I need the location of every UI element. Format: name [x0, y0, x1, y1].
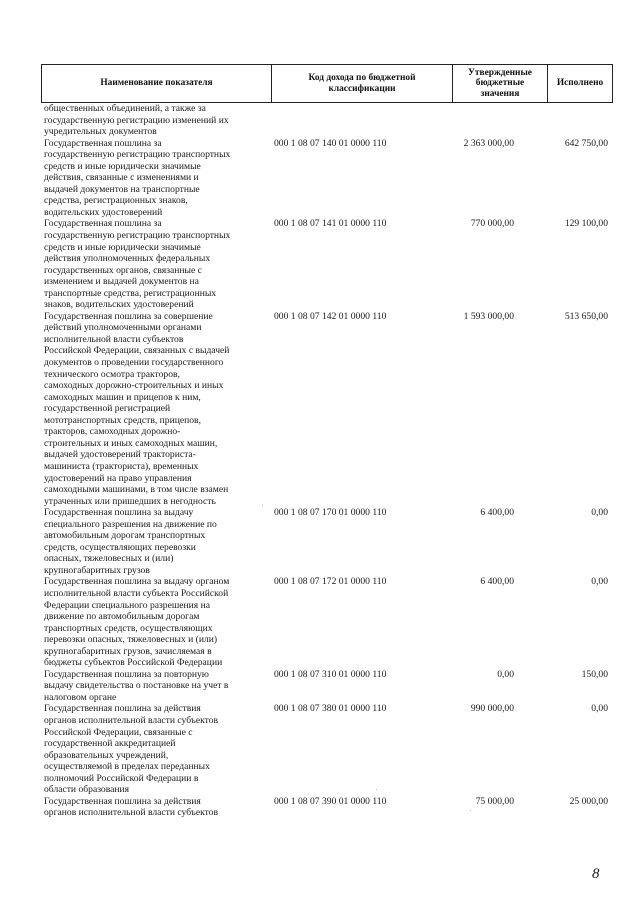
row-code: 000 1 08 07 141 01 0000 110 — [274, 218, 387, 230]
row-approved: 2 363 000,00 — [463, 137, 514, 149]
row-code: 000 1 08 07 142 01 0000 110 — [274, 310, 387, 322]
row-name: Государственная пошлина за повторную выдачу свидетельства о постановке на учет в налоговом органе — [44, 668, 229, 703]
table-row — [44, 576, 612, 668]
row-approved: 6 400,00 — [480, 576, 514, 588]
row-code: 000 1 08 07 140 01 0000 110 — [274, 137, 387, 149]
row-approved: 990 000,00 — [470, 703, 514, 715]
row-approved: 6 400,00 — [480, 507, 514, 519]
table-row — [44, 311, 612, 507]
row-name: общественных объединений, а также за государственную регистрацию изменений их учредительных документов — [44, 103, 229, 138]
row-name: Государственная пошлина за действия органов исполнительной власти субъектов — [44, 795, 218, 819]
row-executed: 0,00 — [591, 507, 608, 519]
table-row-continuation — [44, 103, 612, 138]
page-number-mark: 8 — [592, 866, 600, 882]
row-executed: 25 000,00 — [569, 795, 608, 807]
row-executed: 129 100,00 — [564, 218, 608, 230]
row-name: Государственная пошлина за выдачу специального разрешения на движение по автомобильным дорогам транспортных средств, осуществляющих перевозки опасных, тяжеловесных и (или) крупногабаритных грузов — [44, 507, 217, 576]
scan-speck — [262, 505, 263, 506]
row-approved: 770 000,00 — [470, 218, 514, 230]
row-name: Государственная пошлина за совершение действий уполномоченными органами исполнительной власти субъектов Российской Федерации, связанных с выдачей документов о проведении государственного технического осмотра тракторов, самоходных дорожно-строительных и иных самоходных машин и прицепов к ним, государственной регистрацией мототранспортных средств, прицепов, тракторов, самоходных дорожно- строительных и иных самоходных машин, выдачей удостоверений тракториста- машиниста (тракториста), временных удостоверений на право управления самоходными машинами, в том числе взамен утраченных или пришедших в негодность — [44, 310, 230, 507]
row-name: Государственная пошлина за государственную регистрацию транспортных средств и иные юридически значимые действия, связанные с изменениями и выдачей документов на транспортные средства, регистрационных знаков, водительских удостоверений — [44, 137, 231, 218]
row-executed: 642 750,00 — [564, 137, 608, 149]
table-row — [44, 138, 612, 219]
row-name: Государственная пошлина за выдачу органом исполнительной власти субъекта Российской Федерации специального разрешения на движение по автомобильным дорогам транспортных средств, осуществляющих перевозки опасных, тяжеловесных и (или) крупногабаритных грузов, зачисляемая в бюджеты субъектов Российской Федерации — [44, 576, 230, 669]
row-code: 000 1 08 07 172 01 0000 110 — [274, 576, 387, 588]
row-executed: 513 650,00 — [564, 310, 608, 322]
row-approved: 75 000,00 — [475, 795, 514, 807]
table-header — [41, 64, 613, 103]
row-executed: 150,00 — [581, 668, 608, 680]
table-row — [44, 507, 612, 576]
row-code: 000 1 08 07 310 01 0000 110 — [274, 668, 387, 680]
scan-speck — [470, 810, 471, 811]
row-name: Государственная пошлина за государственную регистрацию транспортных средств и иные юридически значимые действия уполномоченных федеральных государственных органов, связанные с изменением и выдачей документов на транспортные средства, регистрационных знаков, водительских удостоверений — [44, 218, 231, 311]
header-name: Наименование показателя — [42, 65, 272, 103]
row-approved: 0,00 — [497, 668, 514, 680]
table-body — [44, 103, 612, 819]
table-row — [44, 703, 612, 795]
header-executed: Исполнено — [548, 65, 613, 103]
scan-speck — [376, 789, 377, 790]
header-approved: Утвержденные бюджетные значения — [453, 65, 548, 103]
table-row — [44, 669, 612, 704]
row-approved: 1 593 000,00 — [463, 310, 514, 322]
row-executed: 0,00 — [591, 703, 608, 715]
row-executed: 0,00 — [591, 576, 608, 588]
row-code: 000 1 08 07 170 01 0000 110 — [274, 507, 387, 519]
row-code: 000 1 08 07 380 01 0000 110 — [274, 703, 387, 715]
table-row — [44, 796, 612, 819]
row-code: 000 1 08 07 390 01 0000 110 — [274, 795, 387, 807]
row-name: Государственная пошлина за действия органов исполнительной власти субъектов Российской Федерации, связанные с государственной аккредитацией образовательных учреждений, осуществляемой в пределах переданных полномочий Российской Федерации в области образования — [44, 703, 218, 796]
table-row — [44, 218, 612, 310]
header-code: Код дохода по бюджетной классификации — [272, 65, 453, 103]
